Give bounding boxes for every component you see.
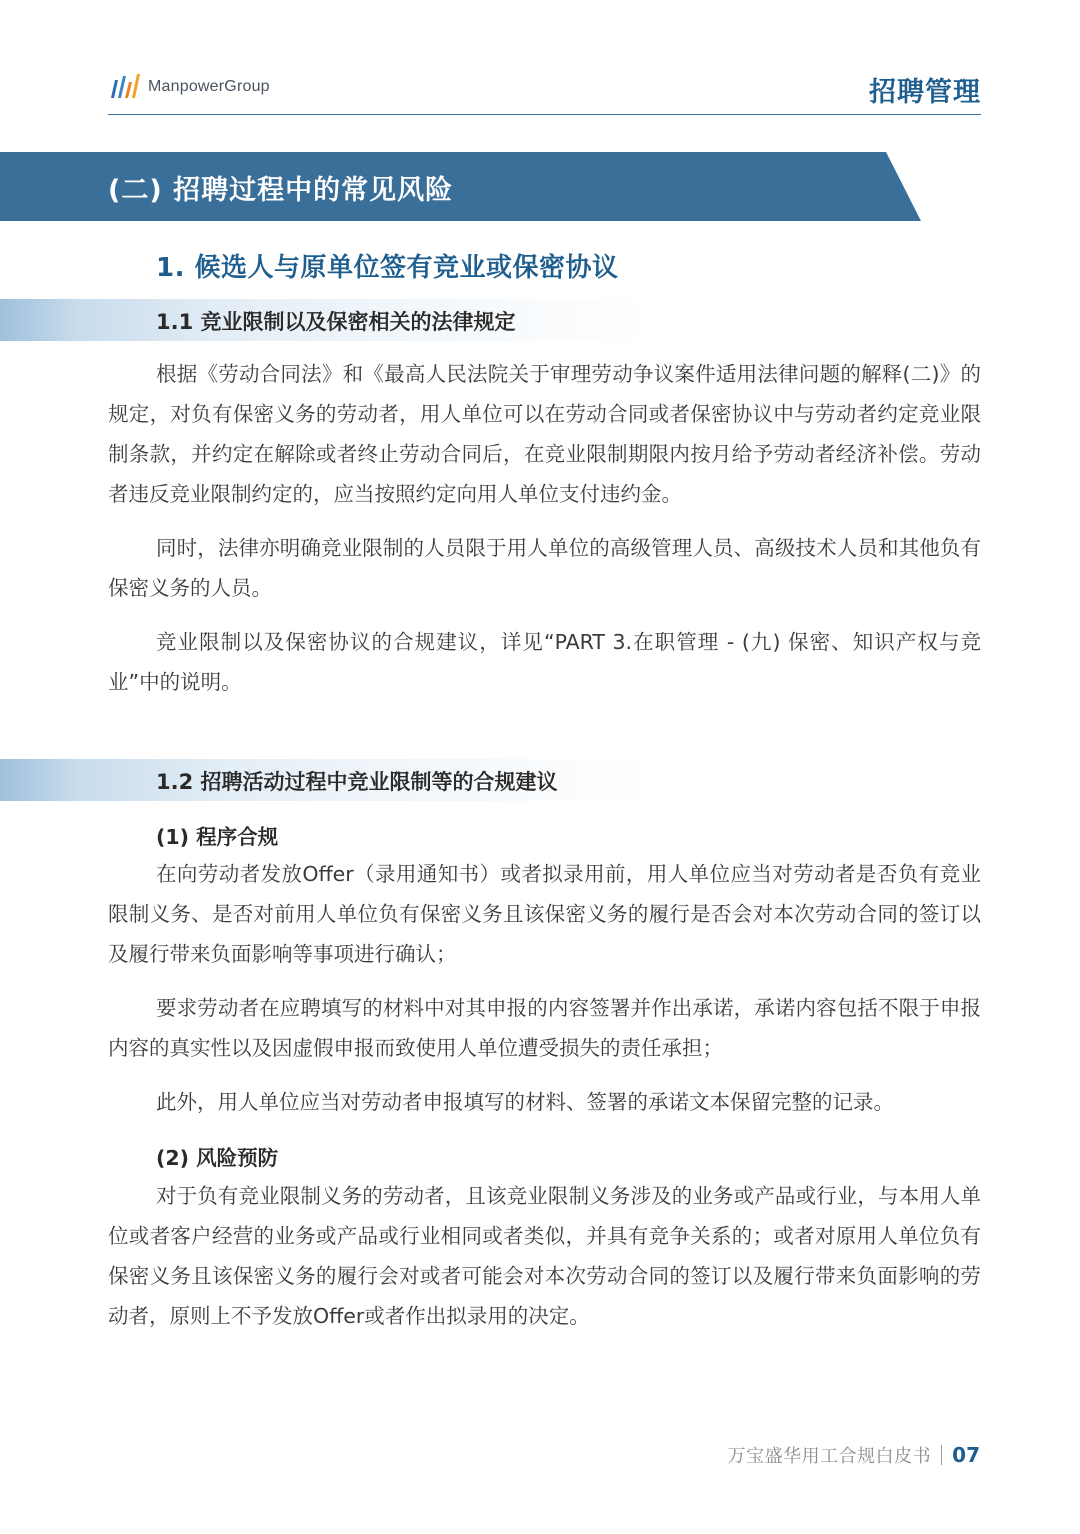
- manpowergroup-logo: [108, 72, 270, 102]
- paragraph: 对于负有竞业限制义务的劳动者，且该竞业限制义务涉及的业务或产品或行业，与本用人单位或者客户经营的业务或产品或行业相同或者类似，并具有竞争关系的；或者对原用人单位负有保密义务且该保密义务的履行会对或者可能会对本次劳动合同的签订以及履行带来负面影响的劳动者，原则上不予发放Offer或者作出拟录用的决定。: [108, 1184, 981, 1328]
- paragraph: 在向劳动者发放Offer（录用通知书）或者拟录用前，用人单位应当对劳动者是否负有竞业限制义务、是否对前用人单位负有保密义务且该保密义务的履行是否会对本次劳动合同的签订以及履行带来负面影响等事项进行确认；: [108, 862, 981, 966]
- page-footer: [728, 1442, 980, 1468]
- section-title: 招聘管理: [869, 77, 981, 108]
- banner-title: (二) 招聘过程中的常见风险: [108, 175, 454, 206]
- logo-mark-icon: [108, 72, 142, 102]
- footer-divider: [941, 1445, 942, 1465]
- paragraph: 竞业限制以及保密协议的合规建议，详见“PART 3.在职管理 - (九) 保密、知识产权与竞业”中的说明。: [108, 630, 981, 694]
- page-header: [108, 62, 981, 115]
- item-heading-procedure: (1) 程序合规: [156, 825, 279, 849]
- logo-text: ManpowerGroup: [148, 78, 270, 95]
- subsection-heading-1-1: [0, 299, 650, 341]
- paragraph: 此外，用人单位应当对劳动者申报填写的材料、签署的承诺文本保留完整的记录。: [156, 1090, 894, 1114]
- subsection-heading-1-2: [0, 759, 650, 801]
- item-heading-risk-prevention: (2) 风险预防: [156, 1146, 279, 1170]
- section-heading: 1. 候选人与原单位签有竞业或保密协议: [156, 253, 619, 283]
- paragraph: 同时，法律亦明确竞业限制的人员限于用人单位的高级管理人员、高级技术人员和其他负有保密义务的人员。: [108, 536, 981, 600]
- page-number: 07: [952, 1443, 980, 1467]
- chapter-banner: [0, 152, 921, 221]
- subsection-heading-text: 1.2 招聘活动过程中竞业限制等的合规建议: [156, 770, 558, 794]
- footer-book-title: 万宝盛华用工合规白皮书: [727, 1446, 932, 1467]
- paragraph: 要求劳动者在应聘填写的材料中对其申报的内容签署并作出承诺，承诺内容包括不限于申报内容的真实性以及因虚假申报而致使用人单位遭受损失的责任承担；: [108, 996, 981, 1060]
- paragraph: 根据《劳动合同法》和《最高人民法院关于审理劳动争议案件适用法律问题的解释(二)》的规定，对负有保密义务的劳动者，用人单位可以在劳动合同或者保密协议中与劳动者约定竞业限制条款，并约定在解除或者终止劳动合同后，在竞业限制期限内按月给予劳动者经济补偿。劳动者违反竞业限制约定的，应当按照约定向用人单位支付违约金。: [108, 362, 981, 506]
- subsection-heading-text: 1.1 竞业限制以及保密相关的法律规定: [156, 310, 516, 334]
